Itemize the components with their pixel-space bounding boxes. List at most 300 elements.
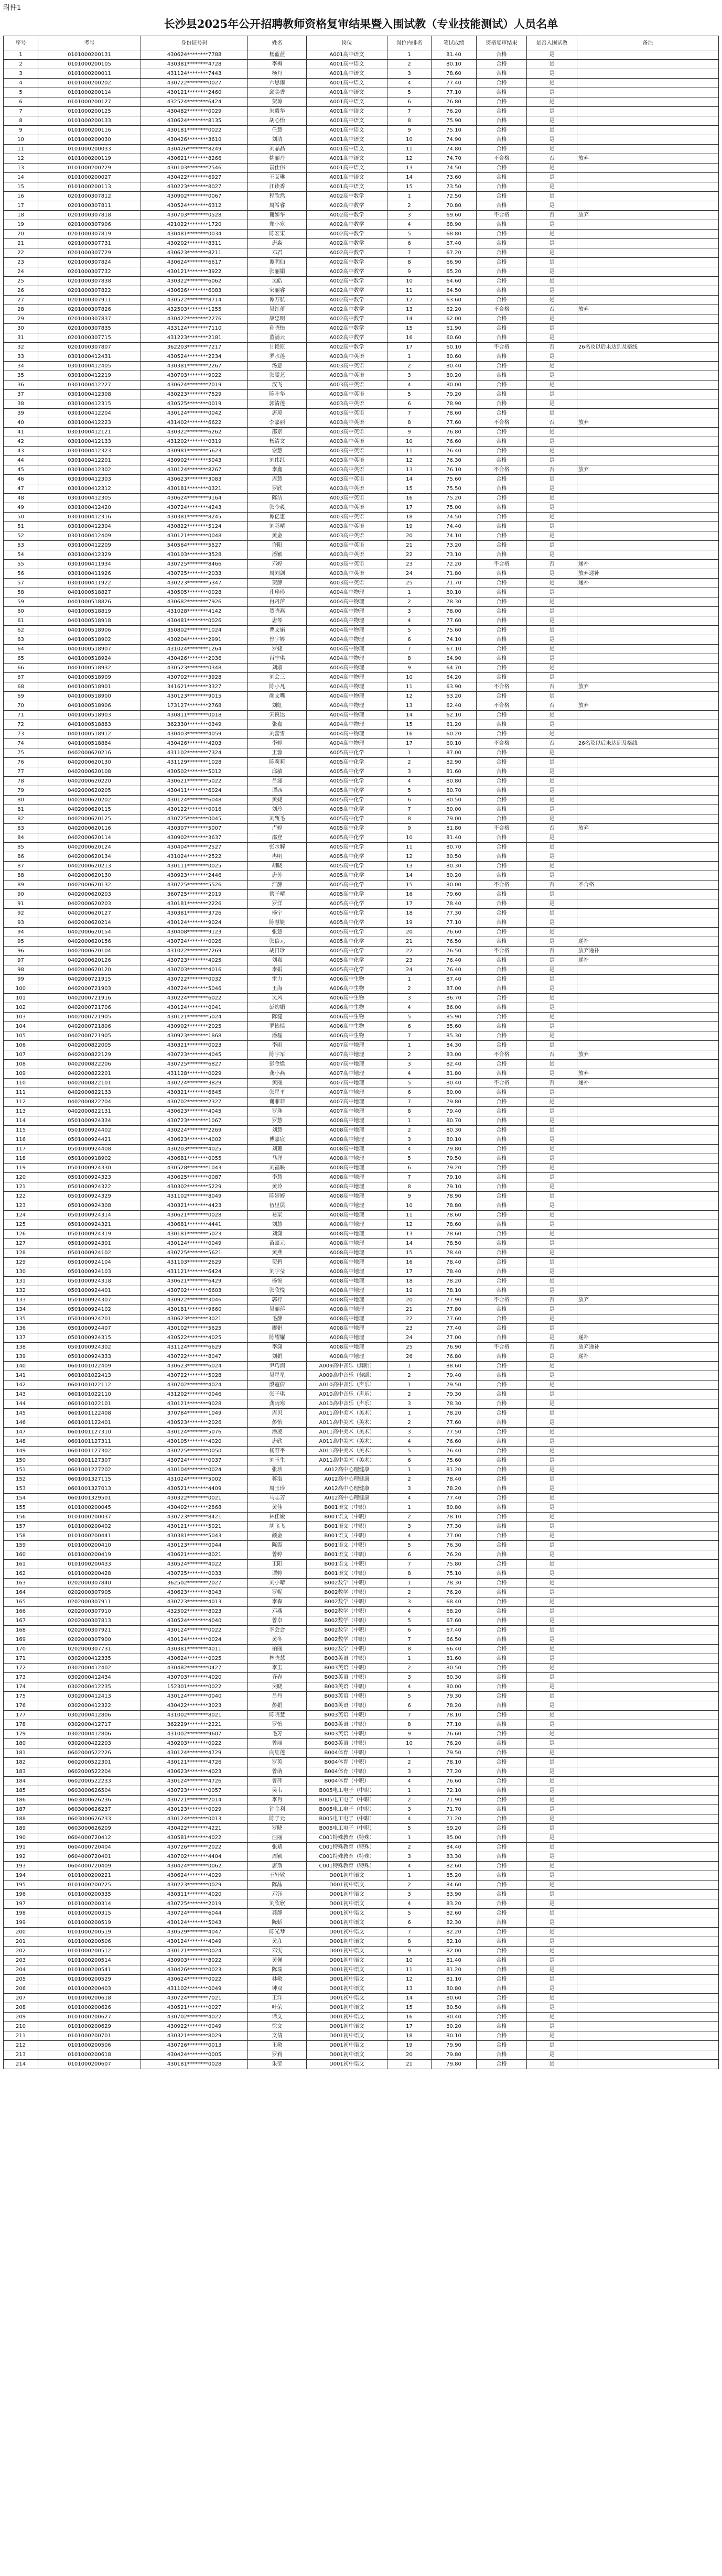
- cell-remark: [577, 126, 719, 135]
- table-row: [4, 862, 719, 871]
- cell-position: A005高中化学: [307, 881, 387, 890]
- cell-shortlisted: 是: [527, 239, 577, 248]
- table-row: [4, 1484, 719, 1494]
- col-header: 岗位内排名: [387, 36, 432, 50]
- cell-id-number: 430426********0023: [141, 1965, 248, 1975]
- cell-id-number: 430181********0321: [141, 484, 248, 494]
- table-row: [4, 814, 719, 824]
- cell-review-result: 合格: [477, 1909, 527, 1918]
- cell-score: 77.60: [432, 418, 477, 428]
- cell-name: 李鑫: [248, 465, 307, 475]
- cell-index: 155: [4, 1503, 38, 1513]
- cell-name: 刘娟: [248, 1352, 307, 1362]
- table-row: [4, 1418, 719, 1428]
- cell-name: 谭西: [248, 786, 307, 796]
- cell-position: B002数学（中职）: [307, 1597, 387, 1607]
- cell-id-number: 430923********1868: [141, 1031, 248, 1041]
- cell-review-result: 合格: [477, 1937, 527, 1947]
- cell-rank: 11: [387, 447, 432, 456]
- cell-name: 雷力: [248, 975, 307, 984]
- cell-exam-number: 0101000200105: [38, 60, 141, 69]
- cell-shortlisted: 是: [527, 1494, 577, 1503]
- cell-name: 刘玉生: [248, 1456, 307, 1465]
- cell-name: 朱毅华: [248, 107, 307, 116]
- cell-position: B002数学（中职）: [307, 1607, 387, 1616]
- cell-rank: 12: [387, 852, 432, 862]
- cell-score: 76.30: [432, 456, 477, 465]
- cell-score: 76.60: [432, 437, 477, 447]
- cell-score: 69.60: [432, 211, 477, 220]
- table-row: [4, 1682, 719, 1692]
- cell-remark: 递补: [577, 937, 719, 947]
- cell-id-number: 430122********0016: [141, 805, 248, 814]
- cell-exam-number: 0401000518884: [38, 739, 141, 748]
- cell-position: A003高中英语: [307, 522, 387, 531]
- cell-review-result: 合格: [477, 1267, 527, 1277]
- annex-label: 附件1: [3, 4, 21, 12]
- cell-shortlisted: 是: [527, 1324, 577, 1333]
- cell-shortlisted: 是: [527, 1777, 577, 1786]
- table-row: [4, 994, 719, 1003]
- cell-id-number: 430121********5021: [141, 1522, 248, 1531]
- cell-id-number: 362502********2027: [141, 1579, 248, 1588]
- table-row: [4, 97, 719, 107]
- cell-score: 77.40: [432, 79, 477, 88]
- cell-shortlisted: 是: [527, 890, 577, 899]
- cell-score: 78.00: [432, 607, 477, 616]
- cell-exam-number: 0604000720409: [38, 1862, 141, 1871]
- cell-id-number: 430725********2033: [141, 569, 248, 579]
- cell-shortlisted: 是: [527, 1843, 577, 1852]
- cell-remark: [577, 182, 719, 192]
- cell-name: 黄燕: [248, 1248, 307, 1258]
- cell-rank: 5: [387, 1154, 432, 1164]
- cell-score: 77.80: [432, 1305, 477, 1314]
- cell-index: 40: [4, 418, 38, 428]
- table-row: [4, 1116, 719, 1126]
- cell-exam-number: 0401000518918: [38, 616, 141, 626]
- cell-score: 78.60: [432, 409, 477, 418]
- cell-index: 171: [4, 1654, 38, 1664]
- cell-exam-number: 0201000307731: [38, 239, 141, 248]
- cell-position: D001初中语文: [307, 2031, 387, 2041]
- cell-shortlisted: 是: [527, 1381, 577, 1390]
- cell-shortlisted: 是: [527, 1664, 577, 1673]
- cell-score: 77.60: [432, 616, 477, 626]
- cell-rank: 25: [387, 1343, 432, 1352]
- cell-exam-number: 0101000200027: [38, 173, 141, 182]
- cell-exam-number: 0401000518909: [38, 673, 141, 682]
- cell-review-result: 不合格: [477, 343, 527, 352]
- cell-index: 10: [4, 135, 38, 145]
- cell-score: 80.30: [432, 862, 477, 871]
- cell-rank: 4: [387, 1862, 432, 1871]
- cell-index: 148: [4, 1437, 38, 1447]
- cell-remark: [577, 145, 719, 154]
- cell-name: 郑小寒: [248, 220, 307, 230]
- cell-review-result: 合格: [477, 1843, 527, 1852]
- table-row: [4, 579, 719, 588]
- cell-remark: [577, 711, 719, 720]
- cell-id-number: 430381********4011: [141, 1645, 248, 1654]
- cell-shortlisted: 是: [527, 2003, 577, 2013]
- cell-review-result: 合格: [477, 1758, 527, 1767]
- cell-remark: [577, 1230, 719, 1239]
- cell-index: 26: [4, 286, 38, 296]
- cell-exam-number: 0601001127302: [38, 1447, 141, 1456]
- table-row: [4, 928, 719, 937]
- cell-remark: [577, 626, 719, 635]
- cell-position: A006高中生物: [307, 1003, 387, 1013]
- cell-rank: 6: [387, 635, 432, 645]
- table-row: [4, 192, 719, 201]
- cell-id-number: 430725********6827: [141, 1060, 248, 1069]
- cell-rank: 5: [387, 88, 432, 97]
- cell-exam-number: 0201000307819: [38, 230, 141, 239]
- cell-index: 90: [4, 890, 38, 899]
- cell-name: 邱美香: [248, 88, 307, 97]
- cell-position: A010高中音乐（声乐）: [307, 1399, 387, 1409]
- cell-remark: [577, 1314, 719, 1324]
- cell-rank: 22: [387, 947, 432, 956]
- cell-id-number: 430124********4049: [141, 1937, 248, 1947]
- cell-remark: [577, 1673, 719, 1682]
- cell-score: 78.90: [432, 399, 477, 409]
- cell-index: 111: [4, 1088, 38, 1097]
- cell-review-result: 合格: [477, 673, 527, 682]
- cell-index: 176: [4, 1701, 38, 1711]
- table-row: [4, 597, 719, 607]
- cell-id-number: 430307********5007: [141, 824, 248, 833]
- cell-index: 54: [4, 550, 38, 560]
- cell-remark: [577, 50, 719, 60]
- cell-id-number: 430623********8211: [141, 248, 248, 258]
- cell-score: 79.80: [432, 2060, 477, 2069]
- cell-rank: 4: [387, 616, 432, 626]
- cell-score: 78.40: [432, 1248, 477, 1258]
- cell-review-result: 合格: [477, 1465, 527, 1475]
- cell-remark: [577, 248, 719, 258]
- cell-rank: 6: [387, 1022, 432, 1031]
- cell-id-number: 430703********4016: [141, 965, 248, 975]
- cell-index: 191: [4, 1843, 38, 1852]
- cell-id-number: 431121********6424: [141, 1267, 248, 1277]
- cell-remark: [577, 1531, 719, 1541]
- cell-review-result: 合格: [477, 692, 527, 701]
- cell-name: 刘玲: [248, 805, 307, 814]
- cell-name: 刘彩晴: [248, 522, 307, 531]
- cell-id-number: 430422********4221: [141, 1824, 248, 1833]
- cell-shortlisted: 是: [527, 286, 577, 296]
- table-row: [4, 418, 719, 428]
- cell-remark: [577, 192, 719, 201]
- cell-id-number: 430724********6044: [141, 1909, 248, 1918]
- cell-remark: 放弃: [577, 1069, 719, 1079]
- cell-shortlisted: 是: [527, 60, 577, 69]
- cell-shortlisted: 是: [527, 531, 577, 541]
- cell-rank: 9: [387, 1730, 432, 1739]
- cell-id-number: 430702********4022: [141, 2013, 248, 2022]
- cell-exam-number: 0301000412302: [38, 465, 141, 475]
- cell-exam-number: 0202000307911: [38, 1597, 141, 1607]
- cell-position: B001语文（中职）: [307, 1569, 387, 1579]
- cell-review-result: 合格: [477, 1333, 527, 1343]
- cell-rank: 5: [387, 626, 432, 635]
- cell-rank: 4: [387, 777, 432, 786]
- cell-id-number: 430524********6312: [141, 201, 248, 211]
- cell-position: A003高中英语: [307, 418, 387, 428]
- cell-position: A007高中地理: [307, 1069, 387, 1079]
- cell-name: 钟金利: [248, 1805, 307, 1814]
- cell-rank: 8: [387, 258, 432, 267]
- cell-id-number: 430121********9028: [141, 1399, 248, 1409]
- cell-name: 董满云: [248, 333, 307, 343]
- cell-name: 杨宁: [248, 909, 307, 918]
- cell-position: A005高中化学: [307, 796, 387, 805]
- cell-rank: 24: [387, 1333, 432, 1343]
- cell-position: A008高中地理: [307, 1116, 387, 1126]
- cell-remark: [577, 1569, 719, 1579]
- cell-remark: [577, 1399, 719, 1409]
- cell-position: A004高中物理: [307, 588, 387, 597]
- cell-exam-number: 0402000620104: [38, 947, 141, 956]
- cell-id-number: 430702********3928: [141, 673, 248, 682]
- cell-review-result: 合格: [477, 2013, 527, 2022]
- cell-review-result: 合格: [477, 1522, 527, 1531]
- cell-index: 131: [4, 1277, 38, 1286]
- cell-exam-number: 0501000924321: [38, 1220, 141, 1230]
- cell-shortlisted: 是: [527, 352, 577, 362]
- cell-score: 79.10: [432, 1173, 477, 1182]
- cell-remark: [577, 60, 719, 69]
- cell-score: 75.10: [432, 1569, 477, 1579]
- cell-review-result: 合格: [477, 164, 527, 173]
- cell-id-number: 430404********2527: [141, 843, 248, 852]
- cell-shortlisted: 是: [527, 1597, 577, 1607]
- cell-position: A003高中英语: [307, 503, 387, 513]
- cell-name: 唐琼: [248, 409, 307, 418]
- table-row: [4, 239, 719, 248]
- cell-rank: 9: [387, 126, 432, 135]
- table-row: [4, 352, 719, 362]
- cell-name: 毛静: [248, 1314, 307, 1324]
- cell-shortlisted: 是: [527, 126, 577, 135]
- cell-id-number: 430523********0348: [141, 664, 248, 673]
- cell-score: 79.90: [432, 2041, 477, 2050]
- cell-id-number: 430624********2019: [141, 381, 248, 390]
- cell-review-result: 合格: [477, 258, 527, 267]
- cell-rank: 2: [387, 1513, 432, 1522]
- cell-name: 王轩敏: [248, 1871, 307, 1881]
- cell-shortlisted: 是: [527, 909, 577, 918]
- cell-score: 75.90: [432, 116, 477, 126]
- cell-index: 49: [4, 503, 38, 513]
- cell-remark: 递补: [577, 1333, 719, 1343]
- cell-index: 91: [4, 899, 38, 909]
- cell-shortlisted: 是: [527, 626, 577, 635]
- cell-id-number: 430725********8466: [141, 560, 248, 569]
- cell-position: A008高中地理: [307, 1182, 387, 1192]
- cell-name: 殷寇倩: [248, 1381, 307, 1390]
- cell-rank: 15: [387, 720, 432, 730]
- cell-name: 蔡子晴: [248, 890, 307, 899]
- cell-shortlisted: 是: [527, 220, 577, 230]
- cell-exam-number: 0101000200514: [38, 1956, 141, 1965]
- cell-review-result: 合格: [477, 1588, 527, 1597]
- cell-shortlisted: 是: [527, 1758, 577, 1767]
- cell-review-result: 合格: [477, 1154, 527, 1164]
- cell-rank: 1: [387, 192, 432, 201]
- cell-rank: 4: [387, 79, 432, 88]
- cell-name: 邵登: [248, 833, 307, 843]
- cell-exam-number: 0402000721706: [38, 1003, 141, 1013]
- cell-shortlisted: 是: [527, 1899, 577, 1909]
- cell-rank: 8: [387, 814, 432, 824]
- table-row: [4, 1824, 719, 1833]
- cell-id-number: 362229********2221: [141, 1720, 248, 1730]
- table-row: [4, 1079, 719, 1088]
- cell-remark: [577, 399, 719, 409]
- table-row: [4, 333, 719, 343]
- cell-exam-number: 0301000412305: [38, 494, 141, 503]
- cell-shortlisted: 是: [527, 1220, 577, 1230]
- cell-index: 107: [4, 1050, 38, 1060]
- cell-exam-number: 0202000307813: [38, 1616, 141, 1626]
- cell-rank: 13: [387, 1230, 432, 1239]
- cell-index: 210: [4, 2022, 38, 2031]
- cell-position: A004高中物理: [307, 711, 387, 720]
- cell-rank: 5: [387, 1013, 432, 1022]
- cell-review-result: 不合格: [477, 211, 527, 220]
- cell-exam-number: 0402000620154: [38, 928, 141, 937]
- cell-position: A004高中物理: [307, 635, 387, 645]
- table-row: [4, 343, 719, 352]
- cell-position: A007高中地理: [307, 1088, 387, 1097]
- cell-name: 刘会三: [248, 673, 307, 682]
- cell-id-number: 431202********0319: [141, 437, 248, 447]
- cell-score: 68.40: [432, 1597, 477, 1607]
- table-row: [4, 541, 719, 550]
- cell-name: 谢菲菲: [248, 1097, 307, 1107]
- cell-id-number: 430581********4022: [141, 1833, 248, 1843]
- cell-review-result: 合格: [477, 230, 527, 239]
- cell-id-number: 370784********1049: [141, 1409, 248, 1418]
- cell-remark: [577, 1711, 719, 1720]
- cell-index: 59: [4, 597, 38, 607]
- cell-index: 136: [4, 1324, 38, 1333]
- cell-remark: [577, 1909, 719, 1918]
- cell-remark: [577, 324, 719, 333]
- cell-score: 80.70: [432, 786, 477, 796]
- cell-remark: [577, 2041, 719, 2050]
- cell-remark: [577, 1182, 719, 1192]
- cell-id-number: 430822********5124: [141, 522, 248, 531]
- cell-index: 89: [4, 881, 38, 890]
- cell-rank: 4: [387, 1003, 432, 1013]
- cell-index: 70: [4, 701, 38, 711]
- header-row: [4, 36, 719, 50]
- cell-score: 81.60: [432, 1654, 477, 1664]
- cell-exam-number: 0501000924408: [38, 1145, 141, 1154]
- table-row: [4, 1220, 719, 1230]
- cell-shortlisted: 是: [527, 1399, 577, 1409]
- cell-name: 杨丹: [248, 69, 307, 79]
- cell-position: A003高中英语: [307, 494, 387, 503]
- cell-index: 12: [4, 154, 38, 164]
- cell-shortlisted: 是: [527, 1616, 577, 1626]
- cell-shortlisted: 是: [527, 1456, 577, 1465]
- cell-score: 80.00: [432, 805, 477, 814]
- cell-shortlisted: 是: [527, 965, 577, 975]
- cell-position: A005高中化学: [307, 777, 387, 786]
- cell-position: A005高中化学: [307, 852, 387, 862]
- cell-exam-number: 0402000721905: [38, 1013, 141, 1022]
- cell-exam-number: 0402000620202: [38, 796, 141, 805]
- cell-shortlisted: 是: [527, 550, 577, 560]
- cell-review-result: 不合格: [477, 739, 527, 748]
- cell-id-number: 173127********2768: [141, 701, 248, 711]
- cell-score: 78.20: [432, 1277, 477, 1286]
- cell-review-result: 合格: [477, 786, 527, 796]
- cell-position: A008高中地理: [307, 1211, 387, 1220]
- cell-id-number: 430703********9022: [141, 371, 248, 381]
- cell-score: 82.10: [432, 1937, 477, 1947]
- cell-id-number: 152301********0022: [141, 1682, 248, 1692]
- cell-review-result: 合格: [477, 852, 527, 862]
- cell-rank: 9: [387, 664, 432, 673]
- cell-id-number: 431024********1264: [141, 645, 248, 654]
- cell-shortlisted: 是: [527, 79, 577, 88]
- cell-review-result: 合格: [477, 1324, 527, 1333]
- cell-name: 罗珠: [248, 1107, 307, 1116]
- cell-rank: 13: [387, 305, 432, 314]
- cell-id-number: 430102********5625: [141, 1324, 248, 1333]
- cell-index: 33: [4, 352, 38, 362]
- cell-id-number: 432524********6424: [141, 97, 248, 107]
- table-row: [4, 626, 719, 635]
- cell-position: A008高中地理: [307, 1314, 387, 1324]
- cell-name: 吴星星: [248, 1371, 307, 1381]
- cell-id-number: 430621********5022: [141, 777, 248, 786]
- cell-name: 邵京: [248, 428, 307, 437]
- cell-position: B003英语（中职）: [307, 1682, 387, 1692]
- cell-name: 邱敏: [248, 767, 307, 777]
- cell-remark: [577, 314, 719, 324]
- cell-shortlisted: 是: [527, 1767, 577, 1777]
- cell-remark: [577, 1588, 719, 1597]
- cell-review-result: 合格: [477, 79, 527, 88]
- cell-review-result: 合格: [477, 1597, 527, 1607]
- table-body: [4, 50, 719, 2069]
- table-row: [4, 947, 719, 956]
- cell-remark: [577, 1126, 719, 1135]
- cell-score: 60.60: [432, 333, 477, 343]
- cell-exam-number: 0402000620203: [38, 890, 141, 899]
- cell-rank: 4: [387, 381, 432, 390]
- cell-score: 77.90: [432, 1296, 477, 1305]
- cell-name: 伍里层: [248, 1201, 307, 1211]
- cell-remark: [577, 1107, 719, 1116]
- cell-remark: 放弃: [577, 211, 719, 220]
- cell-remark: [577, 1664, 719, 1673]
- cell-exam-number: 0101000200506: [38, 2041, 141, 2050]
- cell-remark: [577, 1503, 719, 1513]
- cell-exam-number: 0301000412312: [38, 484, 141, 494]
- cell-shortlisted: 是: [527, 409, 577, 418]
- cell-review-result: 不合格: [477, 947, 527, 956]
- cell-rank: 13: [387, 862, 432, 871]
- cell-rank: 11: [387, 145, 432, 154]
